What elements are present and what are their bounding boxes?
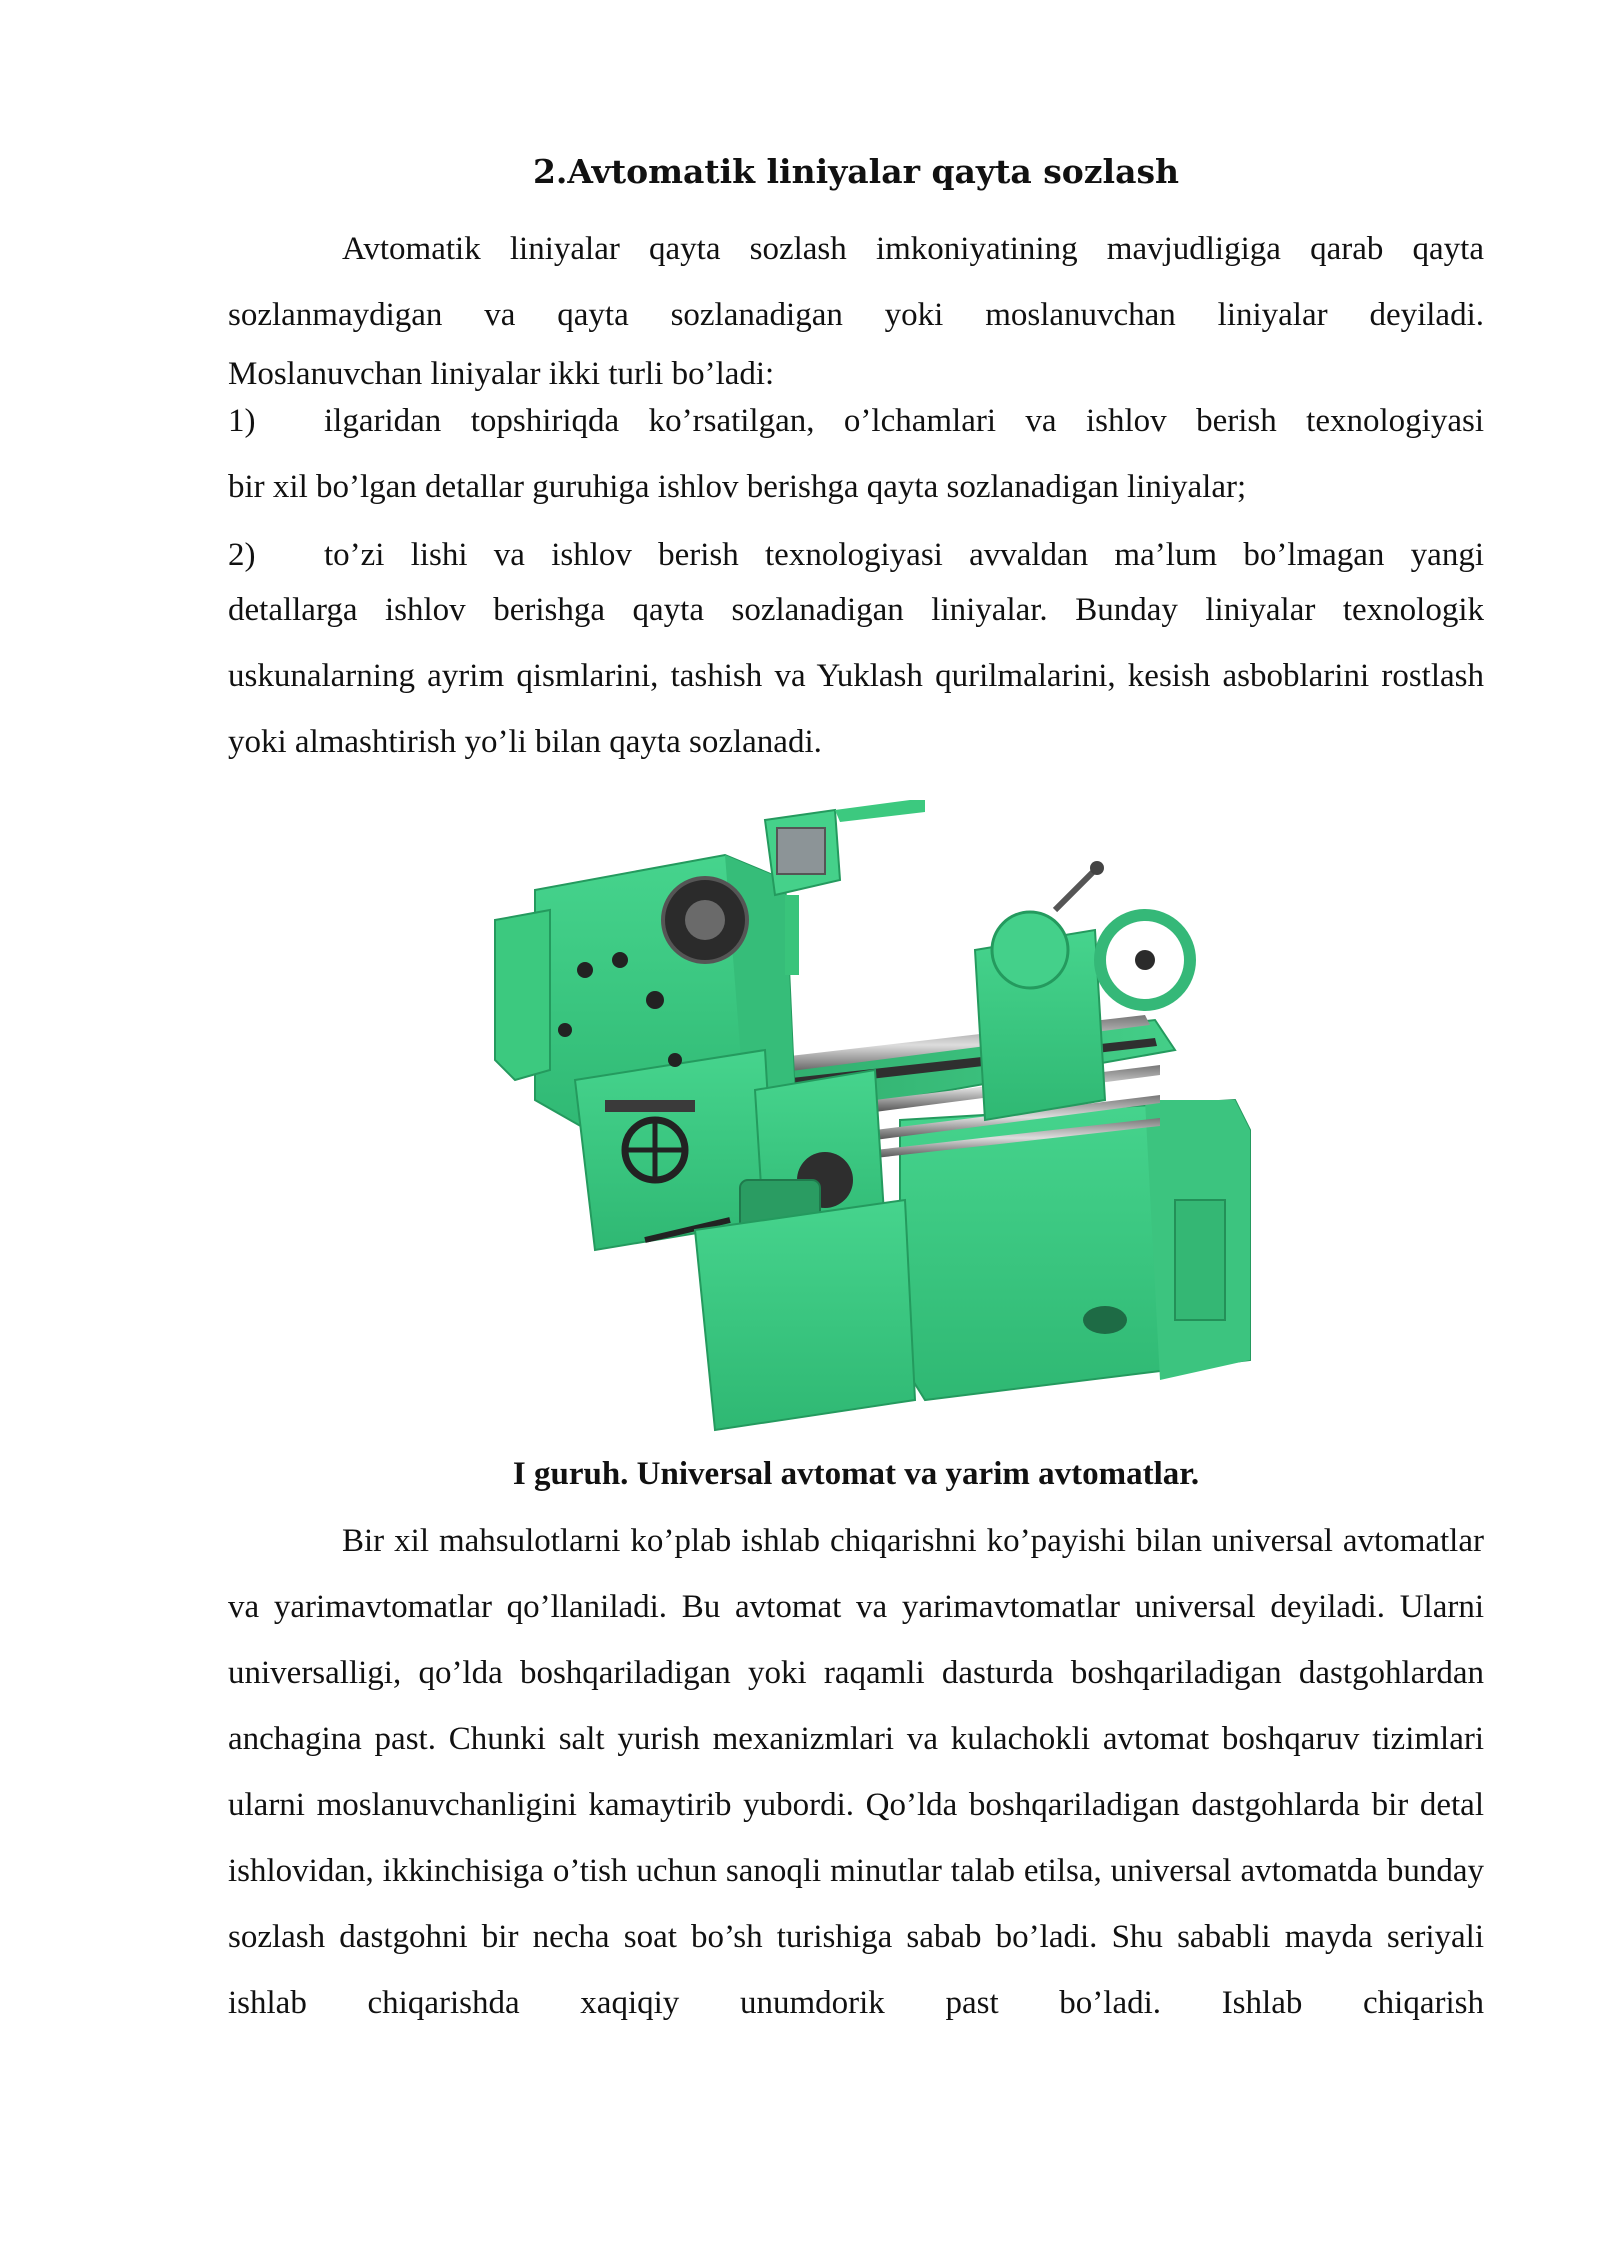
- lathe-machine-image: [455, 800, 1255, 1440]
- list-item-2: [228, 533, 1484, 775]
- list-number: 2): [228, 537, 256, 573]
- list-item-rest: bir xil bo’lgan detallar guruhiga ishlov berishga qayta sozlanadigan liniyalar;: [228, 469, 1247, 505]
- list-item-rest: detallarga ishlov berishga qayta sozlanadigan liniyalar. Bunday liniyalar texnologik uskunalarning ayrim qismlarini, tashish va Yuklash qurilmalarini, kesish asboblarini rostlash yoki almashtirish yo’li bilan qayta sozlanadi.: [228, 592, 1484, 760]
- list-item-first-line: ilgaridan topshiriqda ko’rsatilgan, o’lchamlari va ishlov berish texnologiyasi: [324, 403, 1484, 439]
- list-item-first-line: to’zi lishi va ishlov berish texnologiyasi avvaldan ma’lum bo’lmagan yangi: [324, 537, 1484, 573]
- section-title: 2.Avtomatik liniyalar qayta sozlash: [532, 152, 1180, 191]
- paragraph-2-block: [228, 352, 1484, 396]
- paragraph-1: Avtomatik liniyalar qayta sozlash imkoniyatining mavjudligiga qarab qayta sozlanmaydigan va qayta sozlanadigan yoki moslanuvchan liniyalar deyiladi.: [228, 231, 1484, 333]
- paragraph-1-block: [228, 216, 1484, 348]
- list-item-1: [228, 399, 1484, 509]
- paragraph-3-block: [228, 1508, 1484, 2036]
- paragraph-2: Moslanuvchan liniyalar ikki turli bo’ladi:: [228, 356, 775, 392]
- list-number: 1): [228, 403, 256, 439]
- figure-caption: I guruh. Universal avtomat va yarim avtomatlar.: [512, 1456, 1200, 1492]
- paragraph-3: Bir xil mahsulotlarni ko’plab ishlab chiqarishni ko’payishi bilan universal avtomatlar va yarimavtomatlar qo’llaniladi. Bu avtomat va yarimavtomatlar universal deyiladi. Ularni universalligi, qo’lda boshqariladigan yoki raqamli dasturda boshqariladigan dastgohlardan anchagina past. Chunki salt yurish mexanizmlari va kulachokli avtomat boshqaruv tizimlari ularni moslanuvchanligini kamaytirib yubordi. Qo’lda boshqariladigan dastgohlarda bir detal ishlovidan, ikkinchisiga o’tish uchun sanoqli minutlar talab etilsa, universal avtomatda bunday sozlash dastgohni bir necha soat bo’sh turishiga sabab bo’ladi. Shu sababli mayda seriyali ishlab chiqarishda xaqiqiy unumdorik past bo’ladi. Ishlab chiqarish: [228, 1523, 1484, 2021]
- lathe-machine-icon: [455, 800, 1255, 1440]
